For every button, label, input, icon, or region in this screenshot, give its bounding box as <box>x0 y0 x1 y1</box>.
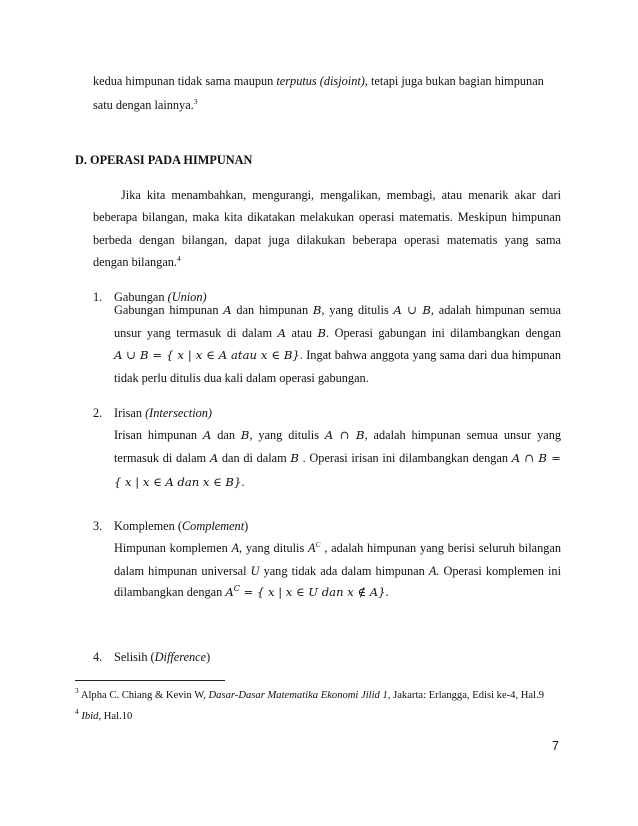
text: kedua himpunan tidak sama maupun <box>93 74 277 88</box>
footnote-divider <box>75 680 225 681</box>
footnote: $^4$ Ibid, Hal.10 <box>75 707 133 722</box>
list-item-title: Irisan (Intersection) <box>114 406 213 420</box>
item-line: Himpunan komplemen A, yang ditulis $A^C$ , adalah himpunan yang berisi seluruh bilangan <box>114 540 561 555</box>
item-line: termasuk di dalam A dan di dalam B . Operasi irisan ini dilambangkan dengan A ∩ B = <box>114 451 561 465</box>
list-item-number: 1. <box>93 290 103 304</box>
item-line: Irisan himpunan A dan B, yang ditulis A ∩ B, adalah himpunan semua unsur yang <box>114 428 562 442</box>
item-line: dilambangkan dengan $A^C$ = { x | x ∈ U dan x ∉ A}. <box>114 584 389 599</box>
text-italic: terputus (disjoint) <box>276 74 365 88</box>
text-italic: (Union) <box>167 290 207 304</box>
list-item-number: 4. <box>93 650 103 664</box>
paragraph-line <box>93 74 544 89</box>
intro-line <box>93 255 181 270</box>
footnote-ref: 3 <box>193 97 198 106</box>
text: satu dengan lainnya. <box>93 98 194 112</box>
item-line: tidak perlu ditulis dua kali dalam operasi gabungan. <box>114 371 369 385</box>
intro-line: berbeda dengan bilangan, dapat juga dilakukan beberapa operasi matematis yang sama <box>93 233 561 247</box>
page-number: 7 <box>552 739 559 753</box>
list-item-title: Komplemen (Complement) <box>114 519 249 533</box>
paragraph-line <box>93 98 198 113</box>
text: , tetapi juga bukan bagian himpunan <box>364 74 544 88</box>
list-item-title: Selisih (Difference) <box>114 650 211 664</box>
intro-line: Jika kita menambahkan, mengurangi, mengalikan, membagi, atau menarik akar dari <box>121 188 561 202</box>
item-line: unsur yang termasuk di dalam A atau B. Operasi gabungan ini dilambangkan dengan <box>114 326 561 340</box>
list-item-number: 2. <box>93 406 103 420</box>
text: dengan bilangan. <box>93 255 178 269</box>
item-line: dalam himpunan universal U yang tidak ada dalam himpunan A. Operasi komplemen ini <box>114 564 561 578</box>
intro-line: beberapa bilangan, maka kita dikatakan melakukan operasi matematis. Meskipun himpunan <box>93 210 561 224</box>
section-heading: D. OPERASI PADA HIMPUNAN <box>75 153 253 167</box>
item-line: { x | x ∈ A dan x ∈ B}. <box>114 475 245 489</box>
item-line: Gabungan himpunan A dan himpunan B, yang ditulis A ∪ B, adalah himpunan semua <box>114 303 561 317</box>
footnote: $^3$ Alpha C. Chiang & Kevin W, Dasar-Dasar Matematika Ekonomi Jilid 1, Jakarta: Erlangga, Edisi ke-4, Hal.9 <box>75 686 545 701</box>
item-line: A ∪ B = { x | x ∈ A atau x ∈ B}. Ingat bahwa anggota yang sama dari dua himpunan <box>114 348 561 362</box>
footnote-ref: 4 <box>177 254 181 263</box>
text: Gabungan <box>114 290 165 304</box>
list-item-number: 3. <box>93 519 103 533</box>
